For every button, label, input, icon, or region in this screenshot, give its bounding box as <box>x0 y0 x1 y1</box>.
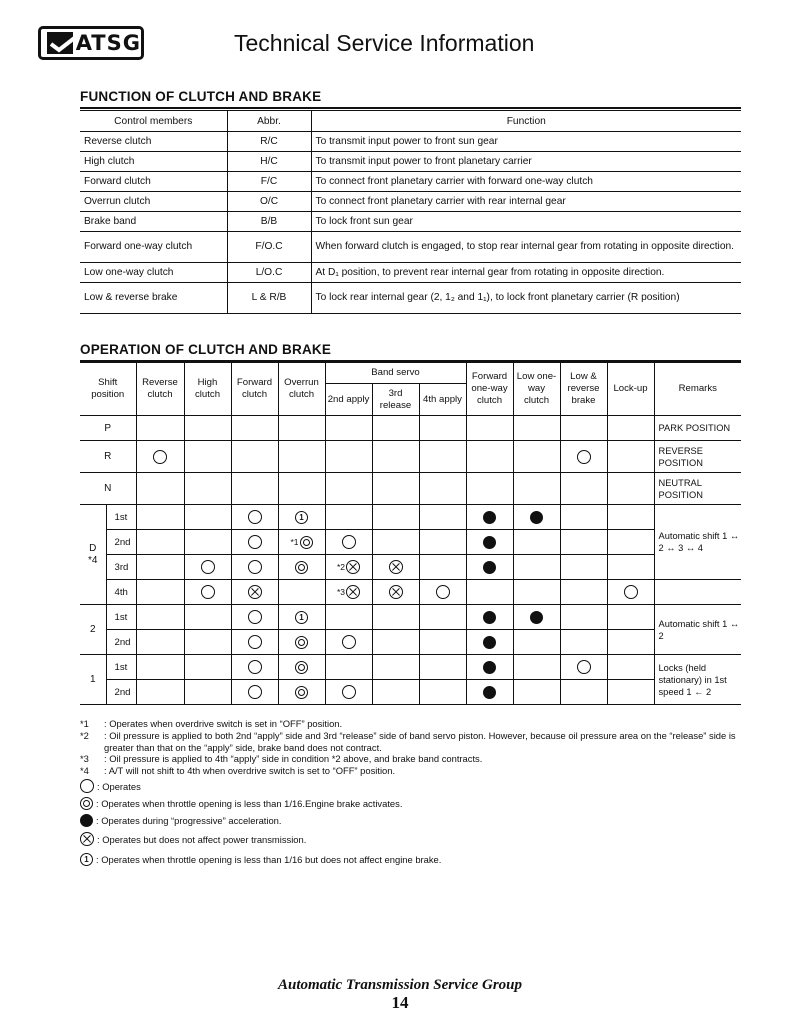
column-header: Function <box>311 111 741 132</box>
gear-label: 2nd <box>106 680 136 705</box>
position-label: N <box>80 473 136 505</box>
abbr-cell: L/O.C <box>227 263 311 283</box>
column-header: Control members <box>80 111 227 132</box>
double-circle-icon <box>300 536 313 549</box>
circle-icon <box>577 450 591 464</box>
table-row <box>80 505 741 530</box>
footnotes <box>80 718 750 777</box>
table-row <box>80 416 741 441</box>
circle-icon <box>153 450 167 464</box>
gear-label: 1st <box>106 605 136 630</box>
function-table <box>80 110 741 314</box>
circle-icon <box>80 779 94 793</box>
crossed-circle-icon <box>389 560 403 574</box>
double-circle-icon <box>295 561 308 574</box>
lockup-header: Lock-up <box>607 363 654 416</box>
gear-label: 1st <box>106 655 136 680</box>
apply-2nd-header: 2nd apply <box>325 384 372 416</box>
table-row <box>80 655 741 680</box>
document-title: Technical Service Information <box>234 30 535 56</box>
circle-icon <box>248 510 262 524</box>
filled-circle-icon <box>530 511 543 524</box>
remarks-cell: PARK POSITION <box>654 416 741 441</box>
high-clutch-header: High clutch <box>184 363 231 416</box>
page-number: 14 <box>391 993 409 1012</box>
function-cell: When forward clutch is engaged, to stop rear internal gear from rotating in opposite direction. <box>311 232 741 263</box>
double-circle-icon <box>295 661 308 674</box>
legend-item <box>80 853 441 866</box>
function-cell: To connect front planetary carrier with forward one-way clutch <box>311 172 741 192</box>
circle-icon <box>624 585 638 599</box>
footnote-key: *2 <box>80 729 89 741</box>
double-circle-icon <box>80 797 93 810</box>
page-header <box>38 24 768 66</box>
filled-circle-icon <box>483 686 496 699</box>
filled-circle-icon <box>483 511 496 524</box>
circle-icon <box>248 635 262 649</box>
forward-owc-header: Forward one-way clutch <box>466 363 513 416</box>
function-cell: To transmit input power to front planetary carrier <box>311 152 741 172</box>
note-mark: *1 <box>290 536 299 547</box>
table-row <box>80 192 741 212</box>
function-cell: At D₁ position, to prevent rear internal gear from rotating in opposite direction. <box>311 263 741 283</box>
circle-icon <box>248 685 262 699</box>
remarks-cell: NEUTRAL POSITION <box>654 473 741 505</box>
crossed-circle-icon <box>389 585 403 599</box>
footnote <box>80 765 750 777</box>
low-reverse-brake-header: Low & reverse brake <box>560 363 607 416</box>
band-servo-header: Band servo <box>325 363 466 384</box>
overrun-clutch-header: Overrun clutch <box>278 363 325 416</box>
footer-organization: Automatic Transmission Service Group <box>277 977 523 993</box>
filled-circle-icon <box>483 561 496 574</box>
footnote-key: *3 <box>80 753 89 765</box>
gear-label: 2nd <box>106 630 136 655</box>
circle-icon <box>201 585 215 599</box>
abbr-cell: L & R/B <box>227 283 311 314</box>
filled-circle-icon <box>530 611 543 624</box>
position-d: D <box>89 542 97 554</box>
member-cell: Overrun clutch <box>80 192 227 212</box>
crossed-circle-icon <box>80 832 94 846</box>
operation-section-title: OPERATION OF CLUTCH AND BRAKE <box>80 342 332 357</box>
footnote-key: *1 <box>80 718 89 729</box>
function-cell: To lock front sun gear <box>311 212 741 232</box>
low-owc-header: Low one-way clutch <box>513 363 560 416</box>
position-label <box>80 505 106 605</box>
function-cell: To transmit input power to front sun gear <box>311 132 741 152</box>
filled-circle-icon <box>483 636 496 649</box>
remarks-cell: Automatic shift 1 ↔ 2 <box>654 605 741 655</box>
gear-label: 2nd <box>106 530 136 555</box>
legend-text: : Operates when throttle opening is less than 1/16.Engine brake activates. <box>96 798 403 809</box>
member-cell: High clutch <box>80 152 227 172</box>
table-row <box>80 132 741 152</box>
footnote-text: : Oil pressure is applied to both 2nd “apply” side and 3rd “release” side of band servo piston. However, because oil pressure area on the “release” side is greater than that on the “apply” side, brake band does not contract. <box>104 729 736 753</box>
legend-text: : Operates <box>97 780 141 792</box>
double-circle-icon <box>295 686 308 699</box>
filled-circle-icon <box>80 814 93 827</box>
gear-label: 1st <box>106 505 136 530</box>
table-row <box>80 283 741 314</box>
abbr-cell: H/C <box>227 152 311 172</box>
operation-table <box>80 362 741 705</box>
abbr-cell: O/C <box>227 192 311 212</box>
legend-text: : Operates when throttle opening is less than 1/16 but does not affect engine brake. <box>96 854 442 865</box>
section-rule <box>80 107 741 109</box>
circle-icon <box>342 535 356 549</box>
member-cell: Forward one-way clutch <box>80 232 227 263</box>
table-row <box>80 212 741 232</box>
circle-icon <box>342 635 356 649</box>
table-row <box>80 680 741 705</box>
table-row <box>80 172 741 192</box>
position-label: 1 <box>80 655 106 705</box>
table-row <box>80 530 741 555</box>
legend-text: : Operates but does not affect power transmission. <box>97 833 307 845</box>
crossed-circle-icon <box>346 560 360 574</box>
table-row <box>80 473 741 505</box>
table-row <box>80 580 741 605</box>
double-circle-icon <box>295 636 308 649</box>
remarks-cell: Automatic shift 1 ↔ 2 ↔ 3 ↔ 4 <box>654 505 741 580</box>
member-cell: Brake band <box>80 212 227 232</box>
numbered-circle-icon <box>295 511 308 524</box>
function-cell: To lock rear internal gear (2, 1₂ and 1₁), to lock front planetary carrier (R position) <box>311 283 741 314</box>
abbr-cell: R/C <box>227 132 311 152</box>
gear-label: 3rd <box>106 555 136 580</box>
legend-item <box>80 832 306 846</box>
footnote-key: *4 <box>80 765 89 777</box>
position-label: P <box>80 416 136 441</box>
crossed-circle-icon <box>346 585 360 599</box>
circle-icon <box>248 610 262 624</box>
circle-icon <box>201 560 215 574</box>
table-row <box>80 232 741 263</box>
numbered-circle-icon <box>80 853 93 866</box>
circle-icon <box>577 660 591 674</box>
abbr-cell: B/B <box>227 212 311 232</box>
table-header-row <box>80 111 741 132</box>
release-3rd-header: 3rd release <box>372 384 419 416</box>
table-row <box>80 555 741 580</box>
member-cell: Forward clutch <box>80 172 227 192</box>
legend-item <box>80 797 402 810</box>
table-row <box>80 263 741 283</box>
table-row <box>80 605 741 630</box>
filled-circle-icon <box>483 611 496 624</box>
table-row <box>80 630 741 655</box>
legend-text: : Operates during “progressive” acceleration. <box>96 815 282 826</box>
table-row <box>80 441 741 473</box>
footnote-text: : A/T will not shift to 4th when overdrive switch is set to “OFF” position. <box>104 765 396 777</box>
function-cell: To connect front planetary carrier with rear internal gear <box>311 192 741 212</box>
note-mark: *3 <box>336 586 346 597</box>
position-d-note: *4 <box>88 554 98 566</box>
apply-4th-header: 4th apply <box>419 384 466 416</box>
member-cell: Low & reverse brake <box>80 283 227 314</box>
legend-item <box>80 779 141 793</box>
reverse-clutch-header: Reverse clutch <box>136 363 184 416</box>
footnote <box>80 730 750 754</box>
remarks-header: Remarks <box>654 363 741 416</box>
note-mark: *2 <box>336 561 346 572</box>
column-header: Abbr. <box>227 111 311 132</box>
circle-icon <box>436 585 450 599</box>
abbr-cell: F/C <box>227 172 311 192</box>
crossed-circle-icon <box>248 585 262 599</box>
abbr-cell: F/O.C <box>227 232 311 263</box>
footnote <box>80 718 750 730</box>
gear-label: 4th <box>106 580 136 605</box>
remarks-cell: Locks (held stationary) in 1st speed 1 ← 2 <box>654 655 741 705</box>
remarks-cell: REVERSE POSITION <box>654 441 741 473</box>
filled-circle-icon <box>483 661 496 674</box>
footnote <box>80 753 750 765</box>
function-section-title: FUNCTION OF CLUTCH AND BRAKE <box>80 89 322 104</box>
filled-circle-icon <box>483 536 496 549</box>
checkmark-icon <box>47 32 73 54</box>
table-row <box>80 152 741 172</box>
logo-text: ATSG <box>75 31 141 55</box>
legend-item <box>80 814 282 827</box>
numbered-circle-icon <box>295 611 308 624</box>
circle-icon <box>248 560 262 574</box>
position-label: R <box>80 441 136 473</box>
position-label: 2 <box>80 605 106 655</box>
shift-position-header: Shift position <box>80 363 136 416</box>
circle-icon <box>248 535 262 549</box>
circle-icon <box>248 660 262 674</box>
footnote-text: : Oil pressure is applied to 4th “apply” side in condition *2 above, and brake band contracts. <box>104 753 483 765</box>
atsg-logo <box>38 26 144 60</box>
footnote-text: : Operates when overdrive switch is set in “OFF” position. <box>104 718 343 729</box>
member-cell: Reverse clutch <box>80 132 227 152</box>
forward-clutch-header: Forward clutch <box>231 363 278 416</box>
member-cell: Low one-way clutch <box>80 263 227 283</box>
circle-icon <box>342 685 356 699</box>
